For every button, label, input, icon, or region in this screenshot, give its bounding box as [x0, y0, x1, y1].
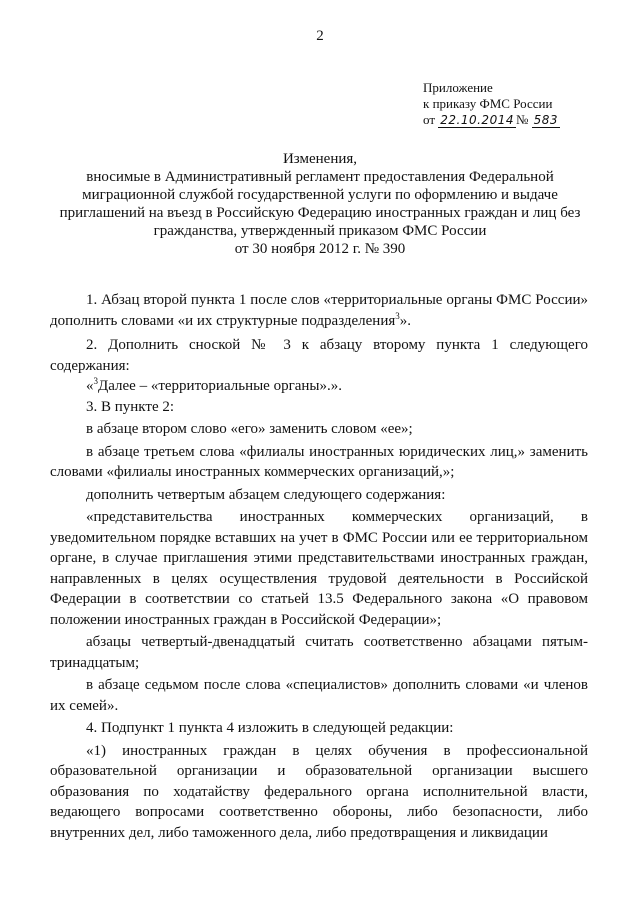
footnote-mark: 3	[395, 310, 400, 321]
paragraph-7: дополнить четвертым абзацем следующего содержания:	[86, 486, 446, 503]
title-line: приглашений на въезд в Российскую Федерацию иностранных граждан и лиц без	[59, 205, 581, 221]
document-title	[40, 150, 600, 258]
paragraph-1	[50, 290, 588, 331]
paragraph-12: «1) иностранных граждан в целях обучения в профессиональной образовательной организации и образовательной организации высшего образования по ходатайству федерального органа исполнительной власти, ведающего вопросами соответственно обороны, либо безопасности, либо внутренних дел, либо таможенного дела, либо предотвращения и ликвидации	[50, 742, 588, 841]
footnote-mark: 3	[93, 376, 98, 386]
title-line: гражданства, утвержденный приказом ФМС России	[153, 223, 487, 239]
paragraph-6: в абзаце третьем слова «филиалы иностранных юридических лиц,» заменить словами «филиалы иностранных коммерческих организаций,»;	[50, 443, 588, 480]
appendix-date-line	[423, 112, 560, 128]
appendix-block	[423, 80, 560, 128]
paragraph-9: абзацы четвертый-двенадцатый считать соответственно абзацами пятым-тринадцатым;	[50, 634, 588, 671]
paragraph-1-text: 1. Абзац второй пункта 1 после слов «территориальные органы ФМС России» дополнить словами «и их структурные подразделения	[50, 292, 588, 329]
paragraph-1-end: ».	[399, 312, 411, 329]
paragraph-10: в абзаце седьмом после слова «специалистов» дополнить словами «и членов их семей».	[50, 677, 588, 714]
page-number: 2	[316, 28, 324, 44]
title-line: от 30 ноября 2012 г. № 390	[234, 241, 406, 257]
appendix-number-label: №	[515, 112, 529, 127]
title-heading: Изменения,	[282, 151, 358, 167]
appendix-order-ref: к приказу ФМС России	[423, 96, 553, 111]
paragraph-5: в абзаце втором слово «его» заменить словом «ее»;	[86, 421, 413, 437]
paragraph-3-text: Далее – «территориальные органы».».	[98, 378, 342, 394]
paragraph-3	[50, 376, 588, 397]
appendix-date: 22.10.2014	[440, 113, 514, 127]
title-line: миграционной службой государственной услуги по оформлению и выдаче	[82, 187, 558, 203]
document-body	[50, 290, 588, 843]
title-line: вносимые в Административный регламент предоставления Федеральной	[86, 169, 554, 185]
quote-open: «	[86, 378, 94, 394]
appendix-date-prefix: от	[423, 112, 436, 127]
paragraph-4: 3. В пункте 2:	[86, 398, 175, 415]
paragraph-8: «представительства иностранных коммерческих организаций, в уведомительном порядке вставших на учет в ФМС России или ее территориальном органе, в случае приглашения этими представительствами иностранных граждан, направленных в целях осуществления трудовой деятельности в Российской Федерации в соответствии со статьей 13.5 Федерального закона «О правовом положении иностранных граждан в Российской Федерации»;	[50, 509, 588, 628]
appendix-number: 583	[533, 113, 559, 127]
paragraph-11: 4. Подпункт 1 пункта 4 изложить в следующей редакции:	[86, 720, 454, 736]
appendix-label: Приложение	[423, 80, 493, 95]
paragraph-2: 2. Дополнить сноской № 3 к абзацу второму пункта 1 следующего содержания:	[50, 337, 588, 374]
